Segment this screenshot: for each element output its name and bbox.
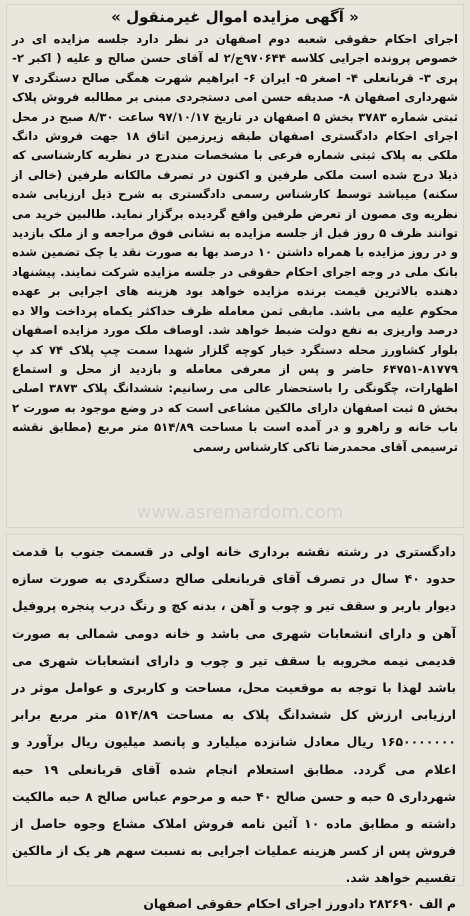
notice-body-part2: دادگستری در رشته نقشه برداری خانه اولی در قسمت جنوب با قدمت حدود ۴۰ سال در تصرف آقای قربانعلی صالح دستگردی به صورت سازه دیوار باربر و سقف تیر و چوب و آهن ، بدنه کچ و رنگ درب پنجره پروفیل آهن و دارای انشعابات شهری می باشد و خانه دومی شمالی به صورت قدیمی نیمه مخروبه با سقف تیر و چوب و دارای انشعابات شهری می باشد لهذا با توجه به موقعیت محل، مساحت و کاربری و عوامل موثر در ارزیابی ارزش کل ششدانگ پلاک به مساحت ۵۱۴/۸۹ متر مربع برابر ۱۶۵۰۰۰۰۰۰۰ ریال معادل شانزده میلیارد و پانصد میلیون ریال برآورد و اعلام می گردد. مطابق استعلام انجام شده آقای قربانعلی ۱۹ حبه شهرداری ۵ حبه و حسن صالح ۴۰ حبه و مرحوم عباس صالح ۸ حبه مالکیت داشته و مطابق ماده ۱۰ آئین نامه فروش املاک مشاع وجوه حاصل از فروش پس از کسر هزینه عملیات اجرایی به نسبت سهم هر یک از مالکین تقسیم خواهد شد. — [12, 544, 457, 886]
watermark: www.asremardom.com — [136, 502, 344, 523]
notice-body-part1: اجرای احکام حقوقی شعبه دوم اصفهان در نظر دارد جلسه مزایده ای در خصوص پرونده اجرایی کلاسه ۹۷۰۶۴۴ج/۲ له آقای حسن صالح و علیه ( اکبر ۲- پری ۳- قربانعلی ۴- اصغر ۵- ایران ۶- ابراهیم شهرت همگی صالح دستگردی ۷ شهرداری اصفهان ۸- صدیقه حسن امی دستجردی مبنی بر مطالبه فروش پلاک ثبتی شماره ۳۷۸۳ بخش ۵ اصفهان در تاریخ ۹۷/۱۰/۱۷ ساعت ۸/۳۰ صبح در محل اجرای احکام دادگستری اصفهان طبقه زیرزمین اتاق ۱۸ جهت فروش دانگ ملکی به پلاک ثبتی شماره فرعی با مشخصات مندرج در نظریه کارشناسی که ذیلا درج شده است ملکی طرفین و اکنون در تصرف مالکانه طرفین (خالی از سکنه) میباشد توسط کارشناس رسمی دادگستری به شرح ذیل ارزیابی شده نظریه وی مصون از تعرض طرفین واقع گردیده برگزار نماید. طالبین خرید می توانند ظرف ۵ روز قبل از جلسه مزایده به نشانی فوق مراجعه و از ملک بازدید و در روز مزایده با همراه داشتن ۱۰ درصد بها به صورت نقد یا چک تضمین شده بانک ملی در وجه اجرای احکام حقوقی در جلسه مزایده شرکت نمایند. پیشنهاد دهنده بالاترین قیمت برنده مزایده خواهد بود هزینه های اجرایی بر عهده محکوم علیه می باشد. مابقی ثمن معامله ظرف حداکثر یکماه پرداخت والا ده درصد واریزی به نفع دولت ضبط خواهد شد. اوصاف ملک مورد مزایده اصفهان بلوار کشاورز محله دستگرد خیار کوچه گلزار شهدا سمت چپ پلاک ۷۴ کد پ ۸۱۷۷۹-۶۴۷۵۱ حاضر و پس از معرفی معامله و بازدید از محل و استماع اظهارات، چگونگی را باستحضار عالی می رسانیم: ششدانگ پلاک ۳۸۷۳ اصلی بخش ۵ ثبت اصفهان دارای مالکین مشاعی است که در وضع موجود به صورت ۲ باب خانه و راهرو و در آمده است با مساحت ۵۱۴/۸۹ متر مربع (مطابق نقشه ترسیمی آقای محمدرضا تاکی کارشناس رسمی — [12, 32, 458, 454]
notice-title: « آگهی مزایده اموال غیرمنقول » — [111, 8, 359, 26]
notice-clipping-bottom — [6, 534, 464, 911]
notice-clipping-top — [6, 4, 464, 528]
notice-signature: م الف ۲۸۲۶۹۰ دادورز اجرای احکام حقوقی اصفهان — [143, 895, 456, 911]
